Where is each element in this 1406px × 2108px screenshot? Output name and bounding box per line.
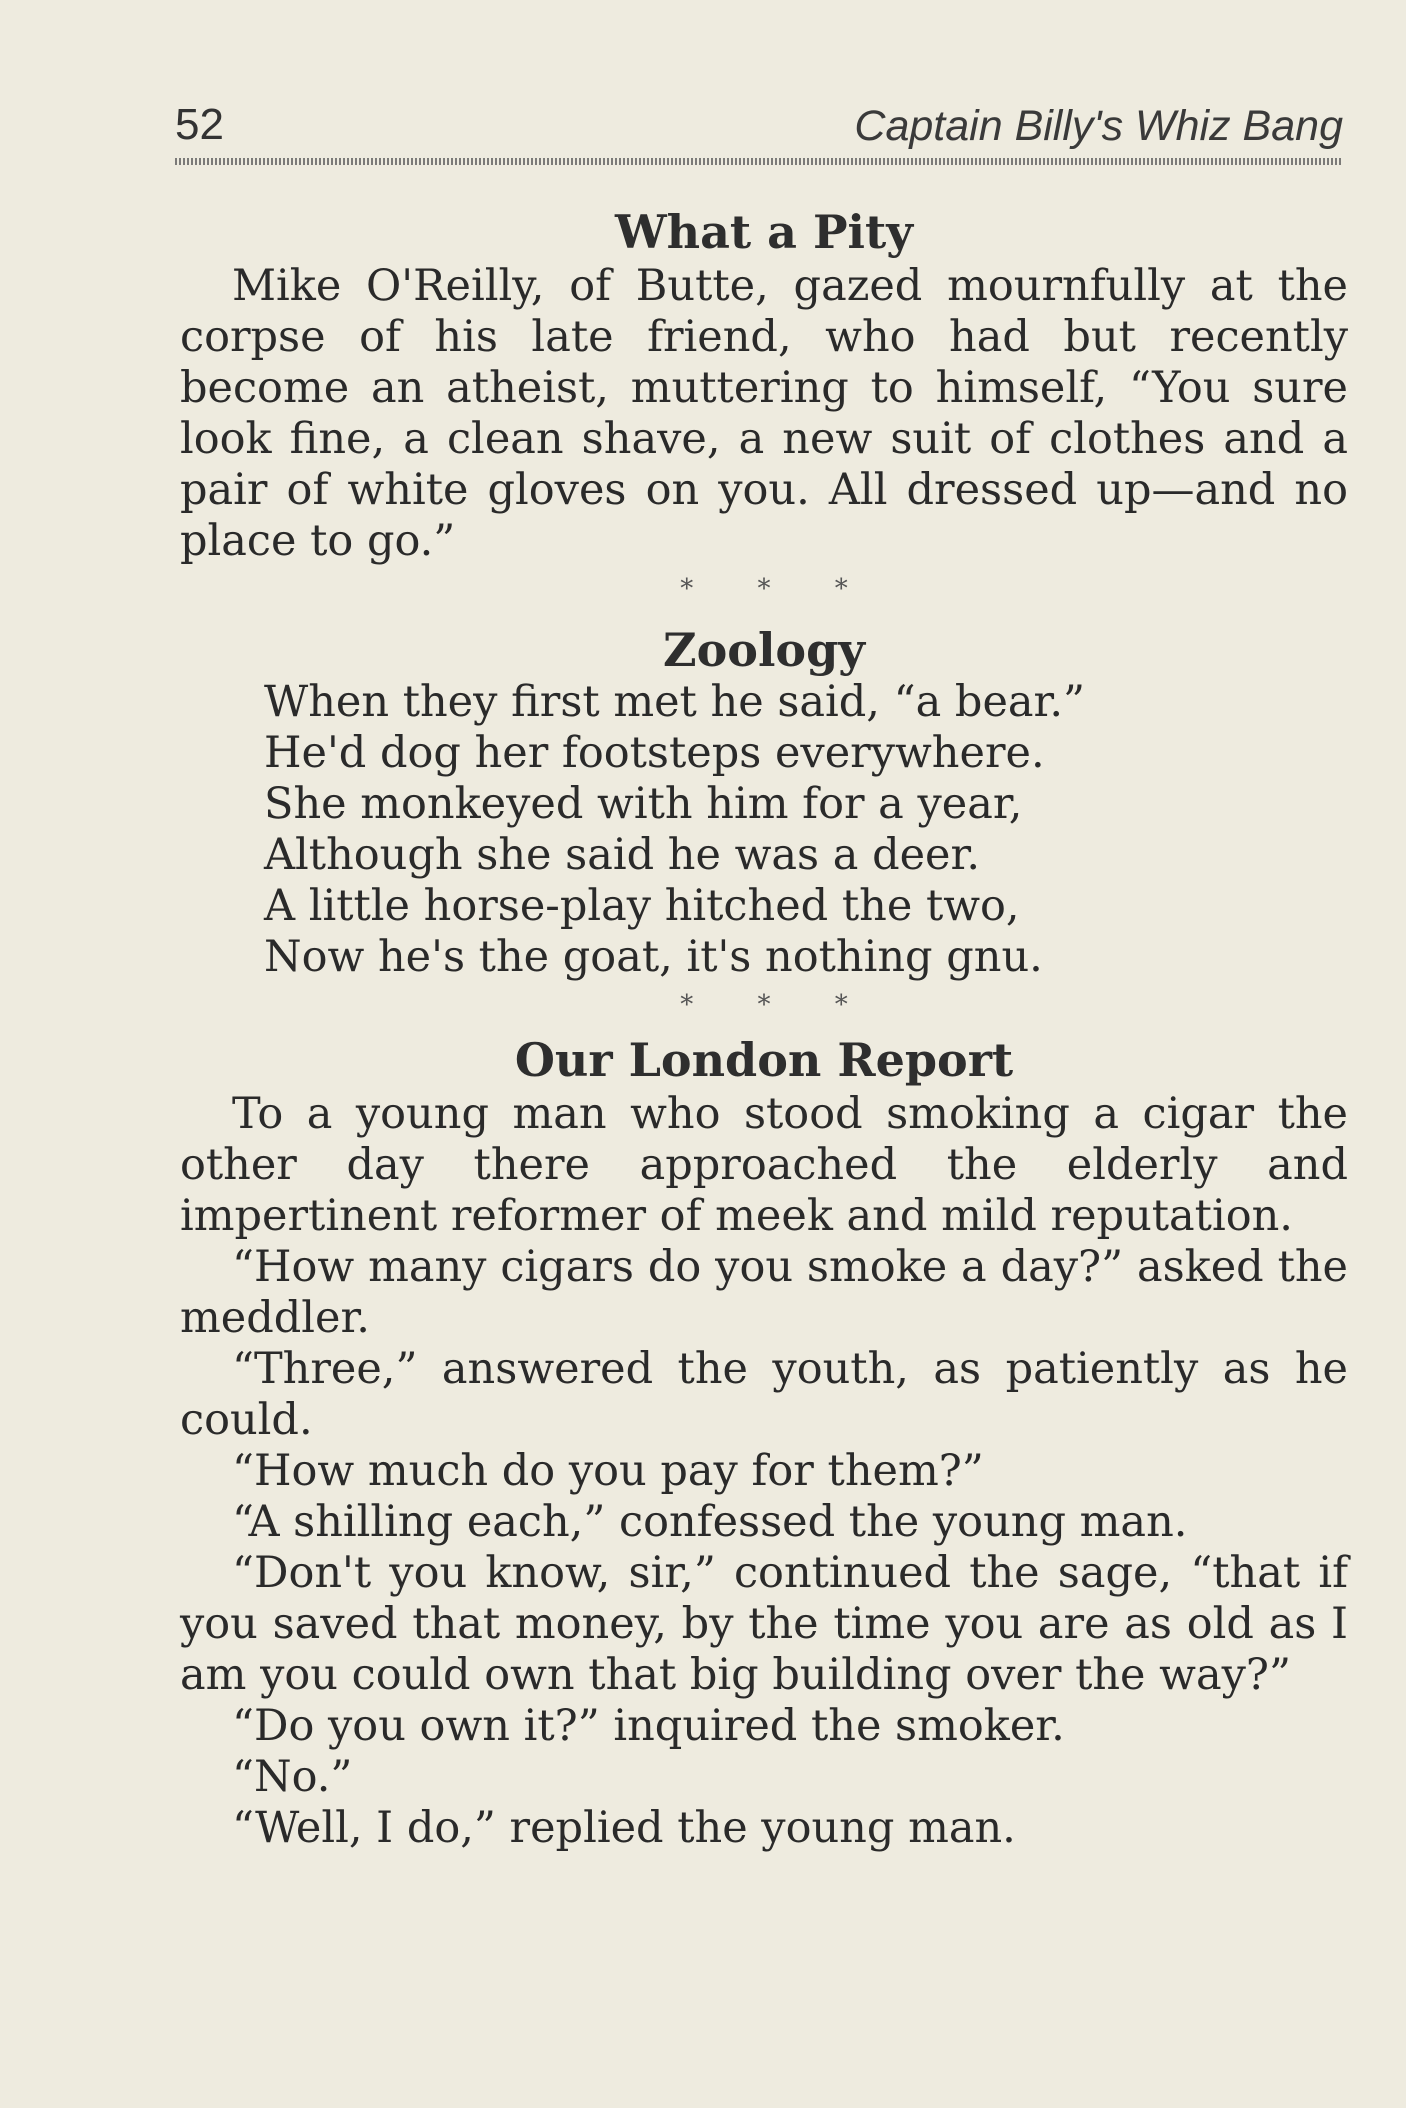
section-separator: * * * — [680, 990, 876, 1020]
section-separator: * * * — [680, 574, 876, 604]
article-paragraph: “A shilling each,” confessed the young man. — [232, 1497, 1188, 1547]
article-paragraph: “How many cigars do you smoke a day?” asked the meddler. — [180, 1242, 1348, 1343]
article-title: What a Pity — [614, 205, 914, 259]
page-number: 52 — [175, 100, 224, 149]
poem-body — [264, 677, 1348, 983]
page-content — [180, 205, 1348, 1854]
article-paragraph: “Three,” answered the youth, as patiently as he could. — [180, 1344, 1348, 1445]
article-paragraph: “How much do you pay for them?” — [232, 1446, 984, 1496]
article-paragraph: “No.” — [232, 1752, 353, 1802]
poem-line: He'd dog her footsteps everywhere. — [264, 728, 1045, 778]
article-paragraph: “Do you own it?” inquired the smoker. — [232, 1701, 1065, 1751]
article-paragraph: “Well, I do,” replied the young man. — [232, 1803, 1016, 1853]
poem-zoology — [180, 623, 1348, 983]
poem-line: She monkeyed with him for a year, — [264, 779, 1023, 829]
poem-line: Although she said he was a deer. — [264, 830, 980, 880]
article-paragraph: Mike O'Reilly, of Butte, gazed mournfully at the corpse of his late friend, who had but recently become an atheist, muttering to himself, “You sure look fine, a clean shave, a new suit of clothes and a pair of white gloves on you. All dressed up—and no place to go.” — [180, 261, 1348, 566]
article-what-a-pity — [180, 205, 1348, 567]
poem-line: When they first met he said, “a bear.” — [264, 677, 1086, 727]
page-header — [175, 100, 1343, 160]
header-rule — [175, 158, 1343, 165]
article-our-london-report — [180, 1033, 1348, 1854]
running-title: Captain Billy's Whiz Bang — [854, 102, 1343, 150]
article-title: Our London Report — [514, 1033, 1014, 1087]
poem-line: Now he's the goat, it's nothing gnu. — [264, 932, 1043, 982]
poem-title: Zoology — [663, 623, 865, 677]
article-paragraph: “Don't you know, sir,” continued the sage, “that if you saved that money, by the time you are as old as I am you could own that big building over the way?” — [180, 1548, 1348, 1700]
article-paragraph: To a young man who stood smoking a cigar the other day there approached the elderly and impertinent reformer of meek and mild reputation. — [180, 1089, 1348, 1241]
poem-line: A little horse-play hitched the two, — [264, 881, 1020, 931]
